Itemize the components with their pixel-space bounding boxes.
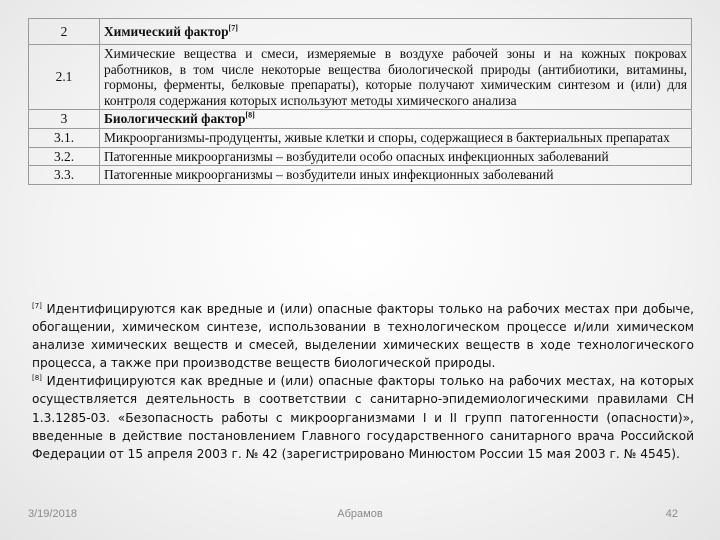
- row-text: Биологический фактор[8]: [100, 110, 692, 129]
- row-number: 3: [29, 110, 100, 129]
- table-row: [29, 128, 692, 147]
- row-text: Химические вещества и смеси, измеряемые в воздухе рабочей зоны и на кожных покровах работников, в том числе некоторые вещества биологической природы (антибиотики, витамины, гормоны, ферменты, белковые препараты), которые получают химическим синтезом и (или) для контроля содержания которых используют методы химического анализа: [100, 45, 692, 110]
- row-number: 3.2.: [29, 147, 100, 166]
- footnote-marker: [7]: [32, 301, 42, 310]
- footnote-ref: [7]: [228, 23, 238, 33]
- row-number: 3.3.: [29, 166, 100, 185]
- row-text: Патогенные микроорганизмы – возбудители иных инфекционных заболеваний: [100, 166, 692, 185]
- factors-table: [28, 18, 692, 185]
- footnotes: [32, 300, 694, 463]
- table-row: [29, 110, 692, 129]
- row-text: Микроорганизмы-продуценты, живые клетки и споры, содержащиеся в бактериальных препаратах: [100, 128, 692, 147]
- table-row: [29, 147, 692, 166]
- row-number: 3.1.: [29, 128, 100, 147]
- table-row: [29, 166, 692, 185]
- page-number: 42: [665, 508, 678, 520]
- row-text: Химический фактор[7]: [100, 19, 692, 45]
- footnote-7: [7] Идентифицируются как вредные и (или) опасные факторы только на рабочих местах при добыче, обогащении, химическом синтезе, использовании в технологическом процессе и/или химическом анализе химических веществ и смесей, выделении химических веществ в ходе технологического процесса, а также при производстве веществ биологической природы.: [32, 301, 694, 371]
- row-text: Патогенные микроорганизмы – возбудители особо опасных инфекционных заболеваний: [100, 147, 692, 166]
- table-row: [29, 45, 692, 110]
- footnote-ref: [8]: [245, 110, 255, 120]
- footer-date: 3/19/2018: [28, 508, 77, 520]
- footer-author: Абрамов: [337, 508, 383, 520]
- footnote-8: [8] Идентифицируются как вредные и (или) опасные факторы только на рабочих местах, на которых осуществляется деятельность в соответствии с санитарно-эпидемиологическими правилами СН 1.3.1285-03. «Безопасность работы с микроорганизмами I и II групп патогенности (опасности)», введенные в действие постановлением Главного государственного санитарного врача Российской Федерации от 15 апреля 2003 г. № 42 (зарегистрировано Минюстом России 15 мая 2003 г. № 4545).: [32, 374, 694, 461]
- row-number: 2.1: [29, 45, 100, 110]
- table-row: [29, 19, 692, 45]
- row-number: 2: [29, 19, 100, 45]
- footnote-marker: [8]: [32, 374, 42, 383]
